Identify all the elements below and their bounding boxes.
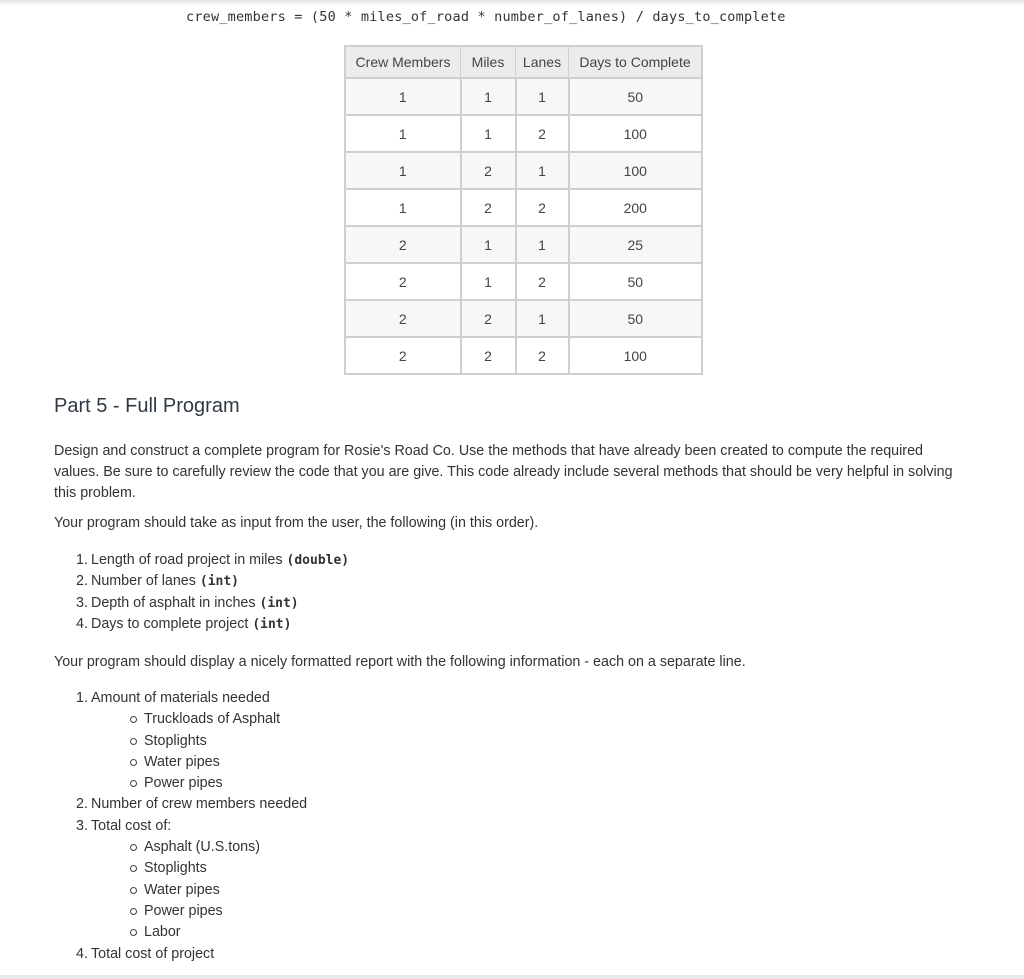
table-row <box>345 152 702 189</box>
sub-list-item: Truckloads of Asphalt <box>129 709 307 730</box>
column-header: Miles <box>461 46 516 78</box>
table-cell: 1 <box>461 226 516 263</box>
table-row <box>345 115 702 152</box>
table-cell: 2 <box>516 115 569 152</box>
list-number: 3. <box>76 817 88 834</box>
list-item <box>76 571 349 592</box>
circle-bullet-icon <box>130 759 137 766</box>
circle-bullet-icon <box>130 844 137 851</box>
crew-table <box>344 45 703 375</box>
table-cell: 2 <box>345 337 461 374</box>
table-cell: 100 <box>569 152 703 189</box>
column-header: Days to Complete <box>569 46 703 78</box>
table-cell: 2 <box>461 300 516 337</box>
circle-bullet-icon <box>130 716 137 723</box>
circle-bullet-icon <box>130 887 137 894</box>
list-number: 2. <box>76 573 88 590</box>
table-row <box>345 300 702 337</box>
sub-list-item: Power pipes <box>129 901 307 922</box>
list-number: 1. <box>76 552 88 568</box>
type-code: (int) <box>199 574 240 590</box>
table-cell: 1 <box>345 78 461 115</box>
crew-formula: crew_members = (50 * miles_of_road * number_of_lanes) / days_to_complete <box>186 9 786 25</box>
sub-list-item: Stoplights <box>129 858 307 879</box>
circle-bullet-icon <box>130 738 137 745</box>
report-list <box>76 688 307 965</box>
table-row <box>345 263 702 300</box>
sub-list <box>91 837 307 943</box>
bottom-divider <box>0 975 1024 979</box>
table-cell: 1 <box>461 115 516 152</box>
list-item <box>76 593 349 614</box>
table-cell: 100 <box>569 337 703 374</box>
sub-list-item: Labor <box>129 922 307 943</box>
list-item <box>76 614 349 635</box>
report-intro: Your program should display a nicely formatted report with the following information - each on a separate line. <box>54 654 746 670</box>
list-number: 4. <box>76 615 88 632</box>
sub-list-item: Water pipes <box>129 752 307 773</box>
sub-list-item: Stoplights <box>129 731 307 752</box>
table-cell: 2 <box>461 189 516 226</box>
table-row <box>345 189 702 226</box>
type-code: (int) <box>259 595 299 611</box>
table-row <box>345 226 702 263</box>
table-cell: 2 <box>345 226 461 263</box>
intro-paragraph: Design and construct a complete program for Rosie's Road Co. Use the methods that have already been created to compute the required values. Be sure to carefully review the code that you are give. This code already include several methods that should be very helpful in solving this problem. <box>54 443 953 501</box>
table-cell: 25 <box>569 226 703 263</box>
list-number: 3. <box>76 594 88 611</box>
list-text: Total cost of: <box>91 817 172 834</box>
column-header: Crew Members <box>345 46 461 78</box>
table-row <box>345 78 702 115</box>
sub-list-item: Power pipes <box>129 773 307 794</box>
list-text: Number of crew members needed <box>91 796 308 813</box>
list-text: Depth of asphalt in inches <box>91 594 260 611</box>
list-item <box>76 816 307 944</box>
top-divider <box>0 0 1024 6</box>
table-cell: 1 <box>516 152 569 189</box>
table-cell: 1 <box>345 152 461 189</box>
type-code: (int) <box>252 616 292 632</box>
table-cell: 1 <box>461 78 516 115</box>
sub-list-item: Asphalt (U.S.tons) <box>129 837 307 858</box>
table-cell: 1 <box>461 263 516 300</box>
table-cell: 50 <box>569 300 703 337</box>
section-title: Part 5 - Full Program <box>54 395 240 417</box>
sub-list <box>91 709 307 794</box>
list-item <box>76 944 307 965</box>
circle-bullet-icon <box>130 865 137 872</box>
table-cell: 1 <box>516 226 569 263</box>
input-intro: Your program should take as input from the user, the following (in this order). <box>54 515 539 531</box>
sub-list-item: Water pipes <box>129 880 307 901</box>
table-cell: 100 <box>569 115 703 152</box>
list-text: Amount of materials needed <box>91 690 270 706</box>
list-text: Length of road project in miles <box>91 552 287 568</box>
list-text: Number of lanes <box>91 573 200 590</box>
table-cell: 2 <box>461 152 516 189</box>
list-number: 2. <box>76 796 88 813</box>
list-text: Total cost of project <box>91 945 215 962</box>
circle-bullet-icon <box>130 908 137 915</box>
circle-bullet-icon <box>130 780 137 787</box>
table-cell: 50 <box>569 263 703 300</box>
list-item <box>76 550 349 571</box>
list-item <box>76 794 307 815</box>
list-number: 1. <box>76 690 88 706</box>
list-item <box>76 688 307 794</box>
column-header: Lanes <box>516 46 569 78</box>
table-cell: 1 <box>516 78 569 115</box>
table-cell: 2 <box>461 337 516 374</box>
table-cell: 2 <box>345 300 461 337</box>
table-cell: 50 <box>569 78 703 115</box>
table-cell: 2 <box>516 263 569 300</box>
table-cell: 2 <box>516 189 569 226</box>
circle-bullet-icon <box>130 929 137 936</box>
type-code: (double) <box>286 553 350 568</box>
table-cell: 1 <box>516 300 569 337</box>
list-text: Days to complete project <box>91 615 253 632</box>
table-row <box>345 337 702 374</box>
list-number: 4. <box>76 945 88 962</box>
table-cell: 2 <box>345 263 461 300</box>
table-cell: 200 <box>569 189 703 226</box>
table-cell: 1 <box>345 189 461 226</box>
input-list <box>76 550 349 635</box>
table-cell: 1 <box>345 115 461 152</box>
table-header-row <box>345 46 702 78</box>
table-cell: 2 <box>516 337 569 374</box>
